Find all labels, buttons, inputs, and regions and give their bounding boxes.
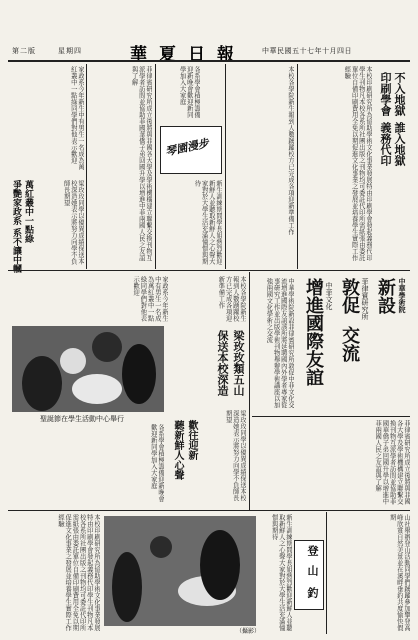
headline-top-right-c: 誰入地獄 [393,122,406,166]
headline-bottom-b: 山 [306,565,319,576]
headline-mid-b: 保送本校深造 [216,330,229,396]
headline-mid-d: 聽新鮮人心聲 [172,420,183,480]
date-label: 中華民國五十七年十月四日 [262,47,352,55]
headline-top-right-a: 不入地獄 [393,72,406,116]
headline-left-a: 萬紅叢中一點綠 [23,180,33,243]
main-kicker-c: 中菲文化 [325,282,333,310]
article-main-continued: 菲律賓研究所成立後將與菲國各大學及學術機構建立聯繫交換刊物互派學者訪問並協助菲國華僑子弟回國升學以增進中菲兩國人民之友誼與了解 [374,420,410,505]
article-left-strip: 家政系今年新生中有男生一名成為萬紅叢中一點綠同學們對他表示歡迎 [132,276,168,322]
article-mid-top: 本校各學院新生報到人數踴躍校方已完成各項迎新準備工作 [217,276,246,322]
article-mid: 梁玫玫同學以優異成績保送本校深造她表示將努力向學不負師長期望 [224,410,246,501]
headline-bottom-a: 登 [306,545,319,556]
article-column: 新生訓練期間學長姐熱烈歡迎新鮮人並聽取新鮮人之心聲大家對於大學生活充滿憧憬與期待 [193,180,222,265]
photo-caption: 聖誕節在學生活動中心舉行 [40,415,124,423]
article-top-left-edge: 家政系今年新生中有男生一名成為萬紅叢中一點綠同學們對他表示歡迎 [69,66,84,170]
photo-caption-2: （攝影） [236,628,261,635]
article-top-center: 本校各學院新生報到人數踴躍校方已完成各項迎新準備工作 [287,66,294,235]
column-logo-box [160,126,222,174]
masthead-title: 華夏日報 [130,45,246,65]
article-left-edge: 梁玫玫同學以優異成績保送本校深造她表示將努力向學不負師長期望 [62,180,84,265]
main-title-d: 增進國際友誼 [303,278,324,386]
headline-left-b: 爭艷家政系 [11,180,21,225]
edition-label: 第二版 [12,47,36,55]
headline-left-c: 系不讓中幗 [11,228,21,273]
headline-top-right-b: 印刷學會 [379,72,392,116]
article-bottom-left: 本校印刷研究所為協助學術文化事業發展特由印刷學會發起義務代印學生刊物凡本校各系所社團出版之刊物均可委託代印所需紙張由委託單位自備印刷費用全免以期促進文化事業之發展並培養學生實際工作經驗 [56,514,100,631]
main-title-c: 交流 [339,326,360,362]
article-top-mid: 各系學會積極籌備迎新晚會歡迎新同學加入大家庭 [178,66,200,118]
headline-box-bottom [294,540,324,610]
article-top-left: 菲律賓研究所成立後將與菲國各大學及學術機構建立聯繫交換刊物互派學者訪問並協助菲國華僑子弟回國升學以增進中菲兩國人民之友誼與了解 [130,66,152,261]
article-main: 中華學術院新設菲律賓研究所敦促中菲文化交流增進國際友誼該所將延聘國內外學者專家從事研究工作並出版學術刊物舉辦學術講座以加強兩國文化學術之交流 [265,278,294,408]
article-bottom-right: 山社舉辦登山活動同學們踴躍參加攀登高峰欣賞自然美景並在溪畔垂釣共度愉快假期 [388,514,410,631]
weekday-label: 星期四 [58,47,82,55]
headline-top-right-d: 義務代印 [379,122,392,166]
article-left-below-photo: 各系學會積極籌備迎新晚會歡迎新同學加入大家庭 [149,424,164,502]
article-print-society: 本校印刷研究所為協助學術文化事業發展特由印刷學會發起義務代印學生刊物凡本校各系所社團出版之刊物均可委託代印所需紙張由委託單位自備印刷費用全免以期促進文化事業之發展並培養學生實際工作經驗 [343,66,372,261]
main-title-a: 新設 [375,278,396,314]
headline-bottom-c: 釣 [306,587,319,598]
main-kicker-b: 菲律賓研究所 [361,278,369,320]
main-title-b: 敦促 [339,278,360,314]
masthead [0,0,418,65]
article-bottom-mid: 新生訓練期間學長姐熱烈歡迎新鮮人並聽取新鮮人之心聲大家對於大學生活充滿憧憬與期待 [270,514,292,631]
photo-ceremony [12,326,164,412]
headline-mid-c: 歡往迎新 [186,420,197,460]
headline-mid-a: 梁玫玫類五山 [232,330,245,396]
main-kicker-a: 中華學術院 [398,278,407,313]
column-logo-text: 琴園漫步 [164,136,210,159]
photo-outing [104,516,256,626]
